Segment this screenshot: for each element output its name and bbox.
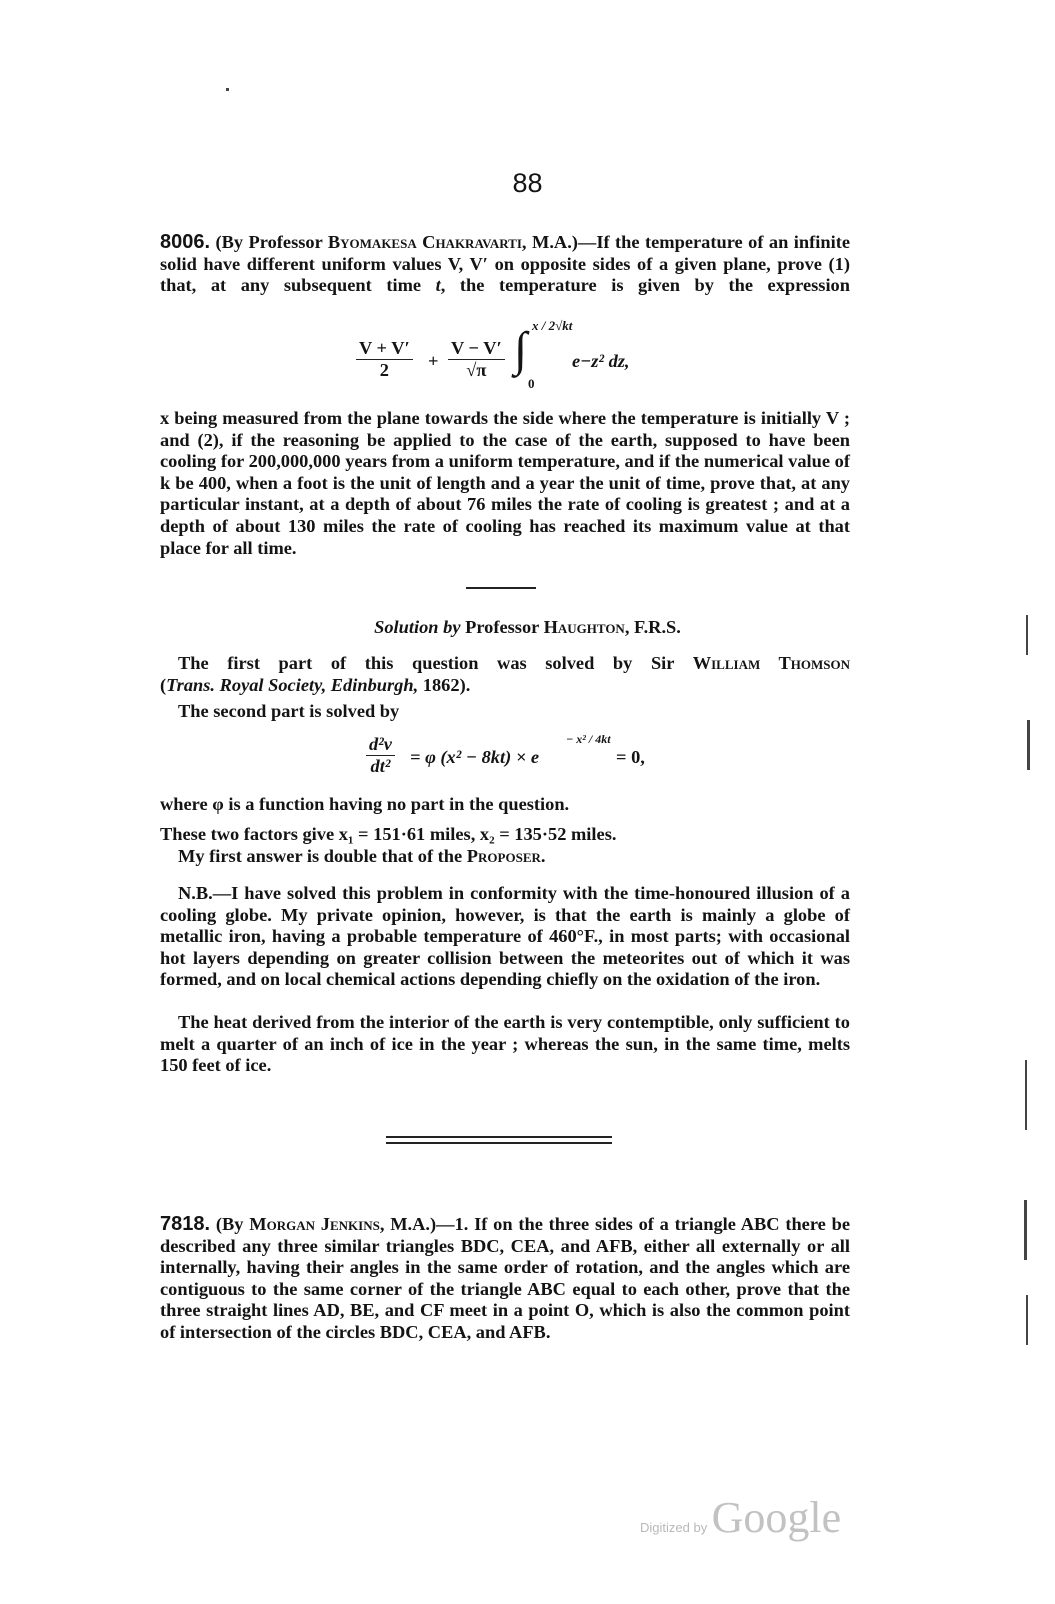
google-logo: Google [711,1493,842,1542]
integrand: e−z² dz, [572,351,630,371]
note-paragraph-1: N.B.—I have solved this problem in conformity with the time-honoured illusion of a cooling globe. My private opinion, however, is that the earth is mainly a globe of metallic iron, having a probable temperature of 460°F., in most parts; with occasional hot layers depending on greater collision between the meteorites out of which it was formed, and on local chemical actions depending chiefly on the oxidation of the iron. [160,883,850,990]
page-number: 88 [512,168,543,198]
question-degree: , M.A.)— [521,232,597,252]
integral-upper-limit: x / 2√kt [532,318,573,333]
question-8006-cont: x being measured from the plane towards the side where the temperature is initially V ; and (2), if the reasoning be applied to the case of the earth, supposed to have been cooling for 200,000,000 years from a uniform temperature, and if the numerical value of k be 400, when a foot is the unit of length and a year the unit of time, prove that, at any particular instant, at a depth of about 76 miles the rate of cooling is greatest ; and at a depth of about 130 miles the rate of cooling has reached its maximum value at that place for all time. [160,408,850,558]
watermark-prefix: Digitized by [640,1520,708,1535]
solution-p2: The second part is solved by [178,701,400,721]
question-number: 7818. [160,1213,211,1235]
solution-by: Solution by [374,617,461,637]
solution-p5: My first answer is double that of the Proposer. [178,846,546,866]
derivative-fraction: $\frac{\text{d²v}}{\text{dt²}}$ [366,734,395,777]
solution-p3: where φ is a function having no part in the question. [160,794,570,814]
solution-p1-ref: (Trans. Royal Society, Edinburgh, 1862). [160,675,471,695]
formula-cooling [366,732,666,786]
double-rule-top [386,1136,612,1138]
question-author: Morgan Jenkins [249,1214,380,1234]
section-rule [466,587,536,589]
variable-t: t [435,275,441,296]
question-number: 8006. [160,231,211,253]
formula-exponent: − x² / 4kt [566,732,611,746]
question-author: Byomakesa Chakravarti [327,232,522,252]
plus-sign: + [428,351,439,371]
question-text-cont: , the temperature is given by the expression [440,275,850,296]
formula-end: = 0, [616,747,645,767]
margin-mark [1024,1200,1027,1260]
solver-name: Haughton [543,617,625,637]
formula-temperature [356,318,696,394]
thomson-name: William Thomson [692,653,851,673]
scan-speck [226,88,229,91]
question-lead: (By Professor [215,232,328,252]
fraction-2: $\frac{V - V'}{√\pi}$ [448,338,505,381]
integral-lower-limit: 0 [528,376,535,391]
question-text: 1. If on the three sides of a triangle ABC there be described any three similar triangles BDC, CEA, and AFB, either all externally or all internally, having their angles in the same order of rotation, and the angles which are contiguous to the same corner of the triangle ABC equal to each other, prove that the three straight lines AD, BE, and CF meet in a point O, which is also the common point of intersection of the circles BDC, CEA, and AFB. [160,1214,850,1342]
question-8006 [160,232,850,297]
solution-p1: The first part of this question was solved by Sir William Thomson [178,653,851,673]
question-text: If the temperature of an infinite solid have different uniform values V, V′ on opposite sides of a given plane, prove (1) that, at any subsequent time [160,232,850,296]
double-rule-bottom [386,1142,612,1144]
margin-mark [1027,720,1030,770]
fraction-1: $\frac{V + V'}{2}$ [356,338,413,381]
margin-mark [1026,1295,1028,1345]
digitized-watermark [640,1492,841,1543]
margin-mark [1025,1060,1027,1130]
note-paragraph-2: The heat derived from the interior of the earth is very contemptible, only sufficient to melt a quarter of an inch of ice in the year ; whereas the sun, in the same time, melts 150 feet of ice. [160,1012,850,1076]
solution-heading: Solution by Professor Haughton, F.R.S. [374,617,681,637]
reference-title: Trans. Royal Society, Edinburgh, [166,675,419,695]
integral-sign: ∫ [514,323,528,376]
formula-rhs: = φ (x² − 8kt) × e [410,747,540,767]
proposer-name: Proposer [466,846,541,866]
question-7818: 7818. (By Morgan Jenkins, M.A.)—1. If on the three sides of a triangle ABC there be described any three similar triangles BDC, CEA, and AFB, either all externally or all internally, having their angles in the same order of rotation, and the angles which are contiguous to the same corner of the triangle ABC equal to each other, prove that the three straight lines AD, BE, and CF meet in a point O, which is also the common point of intersection of the circles BDC, CEA, and AFB. [160,1213,850,1342]
solution-p4: These two factors give x₁ = 151·61 miles, x₂ = 135·52 miles. [160,824,617,844]
